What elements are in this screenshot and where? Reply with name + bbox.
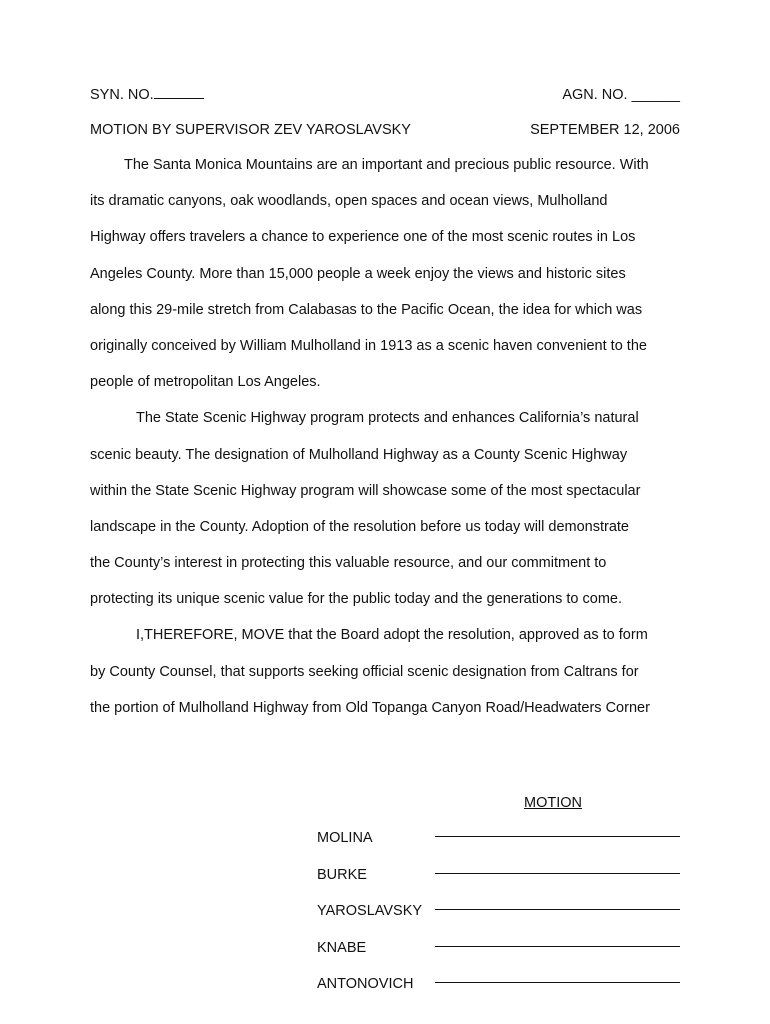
body-line: Angeles County. More than 15,000 people a week enjoy the views and historic sites (90, 265, 626, 282)
body-line: Highway offers travelers a chance to experience one of the most scenic routes in Los (90, 229, 636, 246)
body-line: The Santa Monica Mountains are an important and precious public resource. With (124, 157, 649, 173)
syn-number-label: SYN. NO. (90, 87, 154, 103)
motion-date: SEPTEMBER 12, 2006 (530, 122, 680, 138)
supervisor-name: ANTONOVICH (317, 976, 414, 992)
body-line: by County Counsel, that supports seeking official scenic designation from Caltrans for (90, 663, 639, 680)
body-line: I,THEREFORE, MOVE that the Board adopt the resolution, approved as to form (136, 627, 648, 644)
vote-table (317, 830, 680, 1013)
motion-by-label: MOTION BY SUPERVISOR ZEV YAROSLAVSKY (90, 122, 411, 138)
body-line: protecting its unique scenic value for the public today and the generations to come. (90, 591, 622, 608)
body-line: people of metropolitan Los Angeles. (90, 374, 321, 391)
body-line: originally conceived by William Mulholland in 1913 as a scenic haven convenient to the (90, 337, 647, 354)
vote-signature-line (435, 873, 680, 874)
motion-heading: MOTION (524, 795, 582, 811)
syn-number-blank (154, 86, 204, 99)
body-line: scenic beauty. The designation of Mulholland Highway as a County Scenic Highway (90, 446, 628, 463)
header-numbers-row (90, 86, 680, 103)
vote-row-knabe (317, 940, 680, 977)
vote-signature-line (435, 946, 680, 947)
body-line: its dramatic canyons, oak woodlands, open spaces and ocean views, Mulholland (90, 193, 608, 210)
vote-signature-line (435, 909, 680, 910)
syn-number-field (90, 86, 204, 103)
body-line: within the State Scenic Highway program will showcase some of the most spectacular (90, 482, 641, 499)
vote-row-molina (317, 830, 680, 867)
body-line: The State Scenic Highway program protects and enhances California’s natural (136, 410, 639, 427)
vote-signature-line (435, 836, 680, 837)
header-motion-row (90, 122, 680, 138)
supervisor-name: BURKE (317, 866, 367, 883)
vote-signature-line (435, 982, 680, 983)
supervisor-name: MOLINA (317, 830, 373, 846)
vote-row-burke (317, 867, 680, 904)
vote-row-antonovich (317, 976, 680, 1013)
body-line: the County’s interest in protecting this valuable resource, and our commitment to (90, 555, 607, 572)
supervisor-name: KNABE (317, 939, 367, 956)
body-line: the portion of Mulholland Highway from Old Topanga Canyon Road/Headwaters Corner (90, 699, 650, 716)
motion-body (90, 147, 680, 726)
vote-row-yaroslavsky (317, 903, 680, 940)
body-line: along this 29-mile stretch from Calabasas to the Pacific Ocean, the idea for which was (90, 301, 643, 318)
body-line: landscape in the County. Adoption of the resolution before us today will demonstrate (90, 518, 629, 535)
supervisor-name: YAROSLAVSKY (317, 903, 423, 919)
agn-number-label: AGN. NO. ______ (562, 87, 680, 103)
